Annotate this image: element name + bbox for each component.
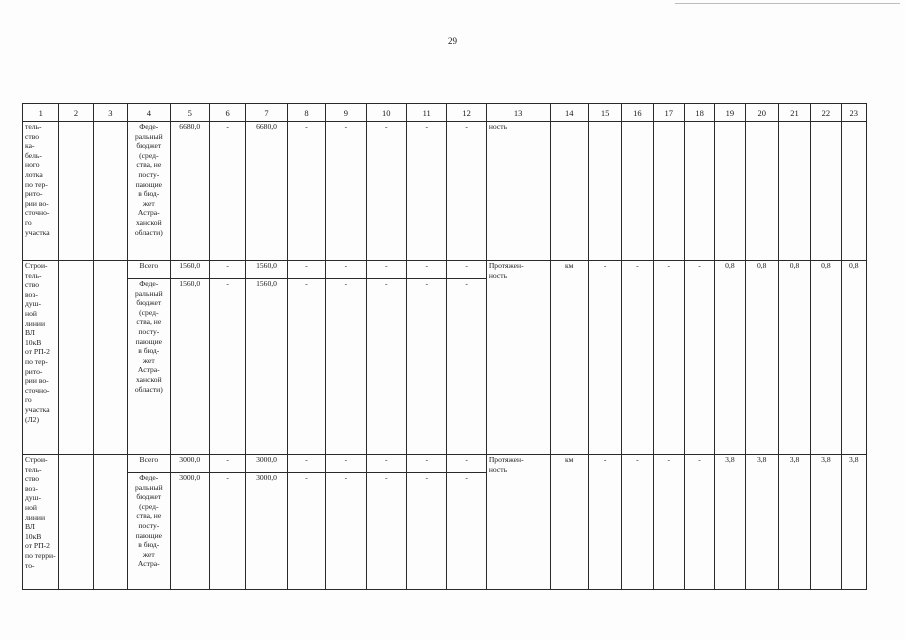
value-cell: -	[209, 279, 245, 455]
year-value: 3,8	[841, 455, 866, 590]
year-value: 0,8	[841, 261, 866, 455]
value-cell: -	[407, 455, 447, 473]
value-cell: 3000,0	[246, 473, 287, 590]
value-cell: -	[287, 261, 325, 279]
year-value	[745, 122, 778, 261]
funding-source: Феде- ральный бюджет (сред- ства, не посту- пающие в бюд- жет Астра- ханской области)	[128, 279, 170, 455]
year-value: -	[653, 455, 684, 590]
column-header: 1	[23, 104, 59, 122]
empty-cell	[93, 455, 127, 590]
empty-cell	[59, 261, 93, 455]
header-row	[23, 104, 867, 122]
object-name: Строи- тель- ство воз- душ- ной линии ВЛ 10кВ от РП-2 по тер- рито- рии во- сточно- го участка (Л2)	[23, 261, 59, 455]
column-header: 19	[715, 104, 745, 122]
column-header: 12	[447, 104, 486, 122]
funding-source: Феде- ральный бюджет (сред- ства, не посту- пающие в бюд- жет Астра- ханской области)	[128, 122, 170, 261]
column-header: 14	[550, 104, 588, 122]
column-header: 11	[407, 104, 447, 122]
year-value	[811, 122, 841, 261]
value-cell: -	[447, 261, 486, 279]
year-value: 0,8	[745, 261, 778, 455]
value-cell: -	[209, 261, 245, 279]
empty-cell	[93, 122, 127, 261]
value-cell: -	[287, 279, 325, 455]
year-value: -	[684, 455, 714, 590]
value-cell: 1560,0	[246, 279, 287, 455]
value-cell: -	[326, 473, 366, 590]
column-header: 3	[93, 104, 127, 122]
funding-source-total: Всего	[128, 261, 170, 279]
column-header: 22	[811, 104, 841, 122]
column-header: 20	[745, 104, 778, 122]
indicator-name: Протяжен- ность	[486, 455, 550, 590]
indicator-name: ность	[486, 122, 550, 261]
value-cell: -	[326, 261, 366, 279]
value-cell: -	[326, 122, 366, 261]
funding-source-total: Всего	[128, 455, 170, 473]
column-header: 6	[209, 104, 245, 122]
value-cell: -	[209, 455, 245, 473]
year-value: 0,8	[811, 261, 841, 455]
year-value: 3,8	[715, 455, 745, 590]
year-value: -	[622, 261, 653, 455]
year-value	[778, 122, 810, 261]
funding-source: Феде- ральный бюджет (сред- ства, не посту- пающие в бюд- жет Астра-	[128, 473, 170, 590]
unit-cell: км	[550, 261, 588, 455]
program-table	[22, 103, 867, 590]
unit-cell	[550, 122, 588, 261]
value-cell: -	[209, 122, 245, 261]
year-value: 0,8	[715, 261, 745, 455]
year-value: 3,8	[745, 455, 778, 590]
value-cell: -	[407, 261, 447, 279]
object-name: Строи- тель- ство воз- душ- ной линии ВЛ 10кВ от РП-2 по терри- то-	[23, 455, 59, 590]
value-cell: 6680,0	[170, 122, 209, 261]
value-cell: -	[287, 455, 325, 473]
year-value	[588, 122, 621, 261]
table-row	[23, 261, 867, 279]
column-header: 10	[366, 104, 406, 122]
value-cell: 3000,0	[246, 455, 287, 473]
column-header: 9	[326, 104, 366, 122]
value-cell: -	[447, 455, 486, 473]
value-cell: 3000,0	[170, 473, 209, 590]
value-cell: -	[326, 279, 366, 455]
year-value: 3,8	[811, 455, 841, 590]
year-value	[841, 122, 866, 261]
value-cell: -	[366, 122, 406, 261]
column-header: 15	[588, 104, 621, 122]
column-header: 16	[622, 104, 653, 122]
column-header: 18	[684, 104, 714, 122]
value-cell: -	[407, 279, 447, 455]
year-value: 3,8	[778, 455, 810, 590]
year-value: -	[653, 261, 684, 455]
value-cell: -	[326, 455, 366, 473]
table-row	[23, 455, 867, 473]
year-value: -	[684, 261, 714, 455]
value-cell: -	[447, 473, 486, 590]
value-cell: -	[366, 455, 406, 473]
column-header: 2	[59, 104, 93, 122]
page-number: 29	[448, 36, 457, 46]
column-header: 13	[486, 104, 550, 122]
value-cell: 1560,0	[246, 261, 287, 279]
column-header: 17	[653, 104, 684, 122]
value-cell: -	[287, 122, 325, 261]
year-value: 0,8	[778, 261, 810, 455]
empty-cell	[59, 455, 93, 590]
object-name: тель- ство ка- бель- ного лотка по тер- рито- рии во- сточно- го участка	[23, 122, 59, 261]
indicator-name: Протяжен- ность	[486, 261, 550, 455]
year-value: -	[622, 455, 653, 590]
value-cell: -	[447, 122, 486, 261]
year-value	[684, 122, 714, 261]
value-cell: -	[447, 279, 486, 455]
empty-cell	[59, 122, 93, 261]
year-value	[653, 122, 684, 261]
value-cell: 1560,0	[170, 261, 209, 279]
value-cell: -	[407, 473, 447, 590]
value-cell: -	[366, 473, 406, 590]
year-value	[715, 122, 745, 261]
unit-cell: км	[550, 455, 588, 590]
value-cell: -	[209, 473, 245, 590]
value-cell: 6680,0	[246, 122, 287, 261]
value-cell: 1560,0	[170, 279, 209, 455]
value-cell: -	[407, 122, 447, 261]
column-header: 8	[287, 104, 325, 122]
value-cell: -	[366, 279, 406, 455]
value-cell: -	[366, 261, 406, 279]
column-header: 7	[246, 104, 287, 122]
value-cell: -	[287, 473, 325, 590]
value-cell: 3000,0	[170, 455, 209, 473]
column-header: 21	[778, 104, 810, 122]
year-value: -	[588, 261, 621, 455]
column-header: 5	[170, 104, 209, 122]
column-header: 4	[128, 104, 170, 122]
year-value: -	[588, 455, 621, 590]
year-value	[622, 122, 653, 261]
column-header: 23	[841, 104, 866, 122]
empty-cell	[93, 261, 127, 455]
table-row	[23, 122, 867, 261]
header-rule	[675, 3, 900, 4]
